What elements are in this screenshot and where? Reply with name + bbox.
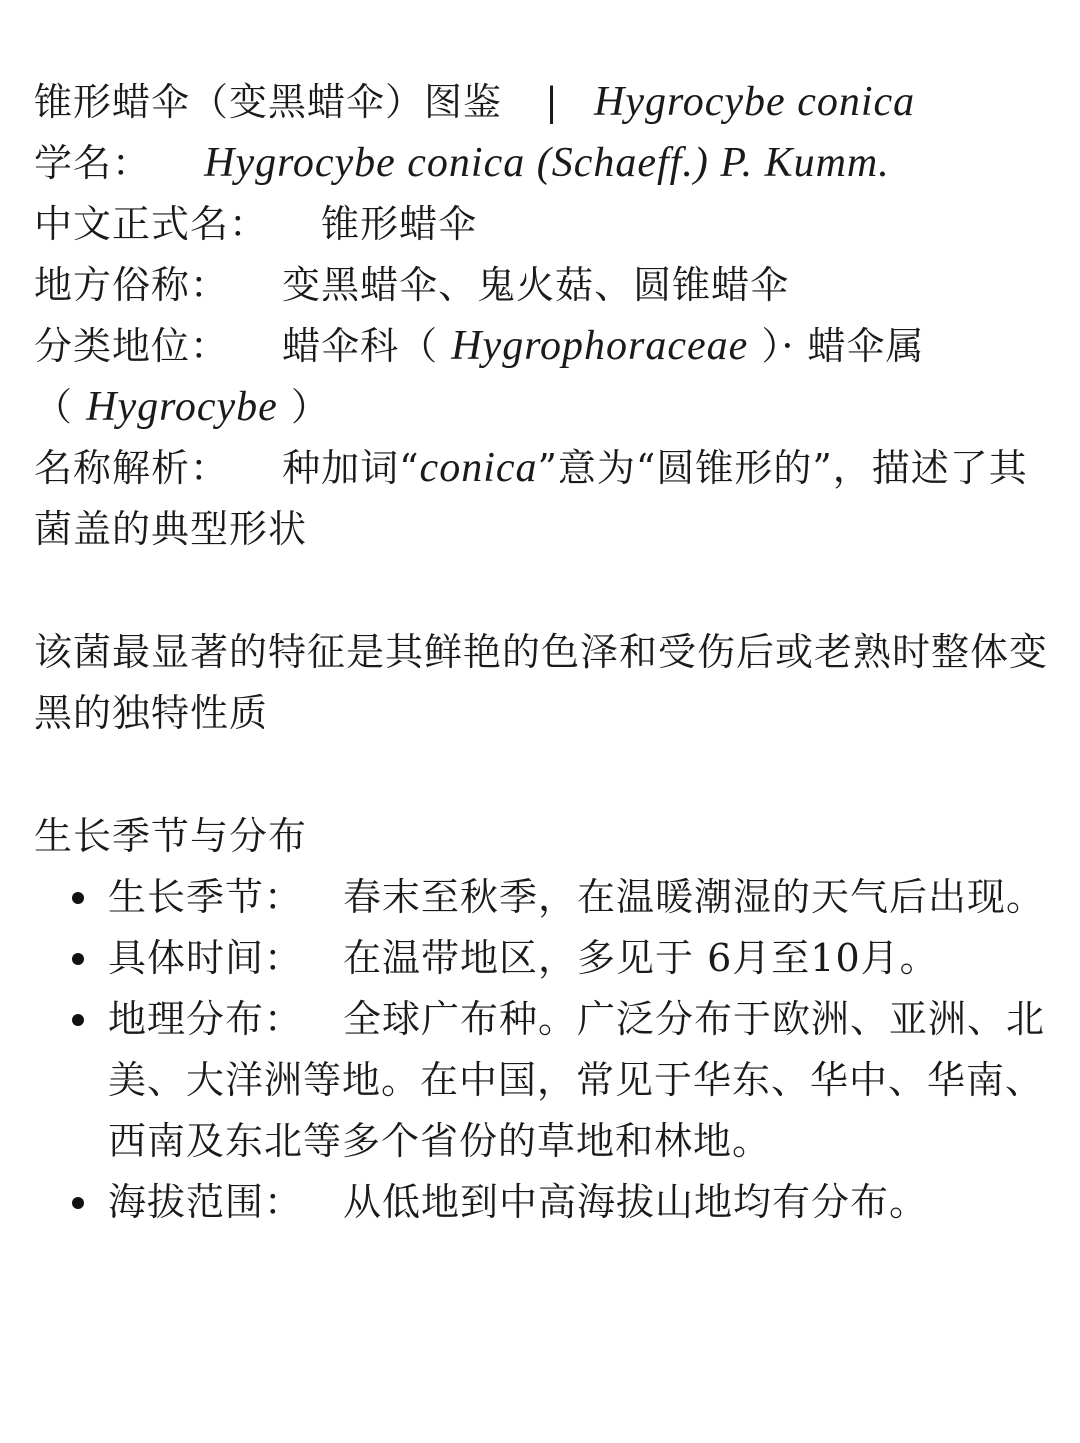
taxonomy-family-latin: Hygrophoraceae [451,323,749,369]
list-item [34,867,1050,928]
taxonomy-genus-cn: ）· 蜡伞属 [761,324,925,368]
section-heading: 生长季节与分布 [34,814,308,858]
bullet-icon [72,1197,84,1209]
taxonomy-row [34,316,1050,377]
spacer [34,560,1050,622]
name-analysis-post: ”意为“圆锥形的”，描述了其菌盖的典型形状 [34,446,1028,551]
list-item [34,989,1050,1172]
chinese-name-row [34,194,1050,255]
local-name-row [34,255,1050,316]
scientific-name-value: Hygrocybe conica (Schaeff.) P. Kumm. [204,140,890,186]
taxonomy-genus-close: ） [290,385,330,429]
list-item-label: 生长季节： [108,875,304,919]
page-title [34,72,1050,133]
taxonomy-family-cn: 蜡伞科（ [282,324,439,368]
bullet-icon [72,892,84,904]
document-body [34,72,1050,1233]
taxonomy-genus-latin: Hygrocybe [86,384,278,430]
taxonomy-genus-open: （ [34,385,74,429]
list-item-text: 在温带地区，多见于 6月至10月。 [343,936,939,980]
title-separator: | [545,80,559,124]
list-item-label: 海拔范围： [108,1180,304,1224]
scientific-name-row [34,133,1050,194]
taxonomy-genus-row [34,377,1050,438]
name-analysis-row [34,438,1050,560]
list-item [34,1172,1050,1233]
list-item-label: 地理分布： [108,997,304,1041]
bullet-icon [72,1014,84,1026]
distribution-list [34,867,1050,1233]
feature-paragraph: 该菌最显著的特征是其鲜艳的色泽和受伤后或老熟时整体变黑的独特性质 [34,630,1049,735]
list-item-text: 全球广布种。广泛分布于欧洲、亚洲、北美、大洋洲等地。在中国，常见于华东、华中、华南、西南及东北等多个省份的草地和林地。 [108,997,1046,1163]
list-item-label: 具体时间： [108,936,304,980]
chinese-name-label: 中文正式名： [34,202,269,246]
title-latin: Hygrocybe conica [594,79,916,125]
spacer [34,744,1050,806]
local-name-value: 变黑蜡伞、鬼火菇、圆锥蜡伞 [282,263,790,307]
name-analysis-pre: 种加词“ [282,446,420,490]
chinese-name-value: 锥形蜡伞 [321,202,478,246]
list-item [34,928,1050,989]
name-analysis-latin: conica [419,445,538,491]
list-item-text: 春末至秋季，在温暖潮湿的天气后出现。 [343,875,1046,919]
list-item-text: 从低地到中高海拔山地均有分布。 [343,1180,929,1224]
scientific-name-label: 学名： [34,141,152,185]
taxonomy-label: 分类地位： [34,324,230,368]
name-analysis-label: 名称解析： [34,446,230,490]
local-name-label: 地方俗称： [34,263,230,307]
title-chinese: 锥形蜡伞（变黑蜡伞）图鉴 [34,80,503,124]
bullet-icon [72,953,84,965]
